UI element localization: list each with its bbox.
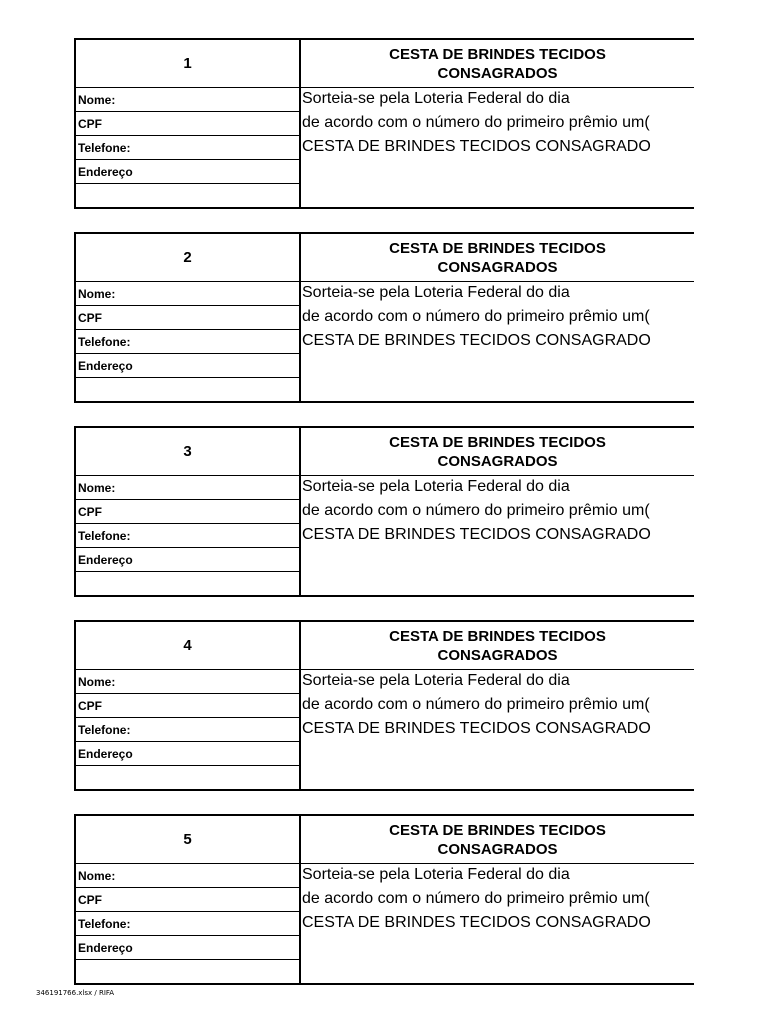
phone-field-label: Telefone: xyxy=(76,524,299,548)
address-field-label: Endereço xyxy=(76,936,299,960)
address-field-label: Endereço xyxy=(76,742,299,766)
ticket-description-line: de acordo com o número do primeiro prêmio um( xyxy=(302,114,650,131)
phone-field-label: Telefone: xyxy=(76,912,299,936)
ticket-number: 3 xyxy=(76,428,299,476)
name-field-label: Nome: xyxy=(76,864,299,888)
raffle-ticket xyxy=(74,814,694,985)
ticket-left-column xyxy=(76,40,301,207)
ticket-right-column xyxy=(301,40,694,207)
raffle-ticket xyxy=(74,38,694,209)
ticket-left-column xyxy=(76,234,301,401)
ticket-description-line: CESTA DE BRINDES TECIDOS CONSAGRADO xyxy=(302,720,651,737)
phone-field-label: Telefone: xyxy=(76,330,299,354)
name-field-label: Nome: xyxy=(76,476,299,500)
ticket-number: 2 xyxy=(76,234,299,282)
cpf-field-label: CPF xyxy=(76,888,299,912)
ticket-description-line: de acordo com o número do primeiro prêmio um( xyxy=(302,308,650,325)
ticket-description-line: Sorteia-se pela Loteria Federal do dia xyxy=(302,866,570,883)
raffle-ticket xyxy=(74,620,694,791)
cpf-field-label: CPF xyxy=(76,112,299,136)
cpf-field-label: CPF xyxy=(76,694,299,718)
ticket-right-column xyxy=(301,428,694,595)
ticket-title-cell xyxy=(301,622,694,670)
ticket-left-column xyxy=(76,622,301,789)
phone-field-label: Telefone: xyxy=(76,718,299,742)
ticket-title-cell xyxy=(301,234,694,282)
raffle-ticket xyxy=(74,232,694,403)
cpf-field-label: CPF xyxy=(76,500,299,524)
ticket-description-line: de acordo com o número do primeiro prêmio um( xyxy=(302,696,650,713)
phone-field-label: Telefone: xyxy=(76,136,299,160)
blank-field xyxy=(76,378,299,401)
raffle-ticket xyxy=(74,426,694,597)
ticket-description-line: CESTA DE BRINDES TECIDOS CONSAGRADO xyxy=(302,914,651,931)
ticket-description-line: CESTA DE BRINDES TECIDOS CONSAGRADO xyxy=(302,526,651,543)
page-footer: 346191766.xlsx / RIFA xyxy=(36,989,115,997)
ticket-number: 5 xyxy=(76,816,299,864)
address-field-label: Endereço xyxy=(76,548,299,572)
blank-field xyxy=(76,572,299,595)
ticket-number: 1 xyxy=(76,40,299,88)
ticket-title: CESTA DE BRINDES TECIDOS CONSAGRADOS xyxy=(389,821,606,858)
address-field-label: Endereço xyxy=(76,354,299,378)
name-field-label: Nome: xyxy=(76,88,299,112)
ticket-description-line: Sorteia-se pela Loteria Federal do dia xyxy=(302,672,570,689)
ticket-title-cell xyxy=(301,428,694,476)
ticket-title: CESTA DE BRINDES TECIDOS CONSAGRADOS xyxy=(389,45,606,82)
ticket-description-line: Sorteia-se pela Loteria Federal do dia xyxy=(302,478,570,495)
name-field-label: Nome: xyxy=(76,670,299,694)
ticket-title: CESTA DE BRINDES TECIDOS CONSAGRADOS xyxy=(389,627,606,664)
ticket-title: CESTA DE BRINDES TECIDOS CONSAGRADOS xyxy=(389,239,606,276)
ticket-title-cell xyxy=(301,40,694,88)
ticket-number: 4 xyxy=(76,622,299,670)
address-field-label: Endereço xyxy=(76,160,299,184)
ticket-left-column xyxy=(76,816,301,983)
ticket-title-cell xyxy=(301,816,694,864)
ticket-description-line: Sorteia-se pela Loteria Federal do dia xyxy=(302,284,570,301)
name-field-label: Nome: xyxy=(76,282,299,306)
cpf-field-label: CPF xyxy=(76,306,299,330)
blank-field xyxy=(76,960,299,983)
ticket-description-line: CESTA DE BRINDES TECIDOS CONSAGRADO xyxy=(302,332,651,349)
ticket-right-column xyxy=(301,816,694,983)
ticket-right-column xyxy=(301,622,694,789)
ticket-description-line: de acordo com o número do primeiro prêmio um( xyxy=(302,890,650,907)
ticket-description-line: de acordo com o número do primeiro prêmio um( xyxy=(302,502,650,519)
blank-field xyxy=(76,184,299,207)
ticket-description-line: Sorteia-se pela Loteria Federal do dia xyxy=(302,90,570,107)
ticket-title: CESTA DE BRINDES TECIDOS CONSAGRADOS xyxy=(389,433,606,470)
blank-field xyxy=(76,766,299,789)
ticket-description-line: CESTA DE BRINDES TECIDOS CONSAGRADO xyxy=(302,138,651,155)
ticket-left-column xyxy=(76,428,301,595)
ticket-right-column xyxy=(301,234,694,401)
